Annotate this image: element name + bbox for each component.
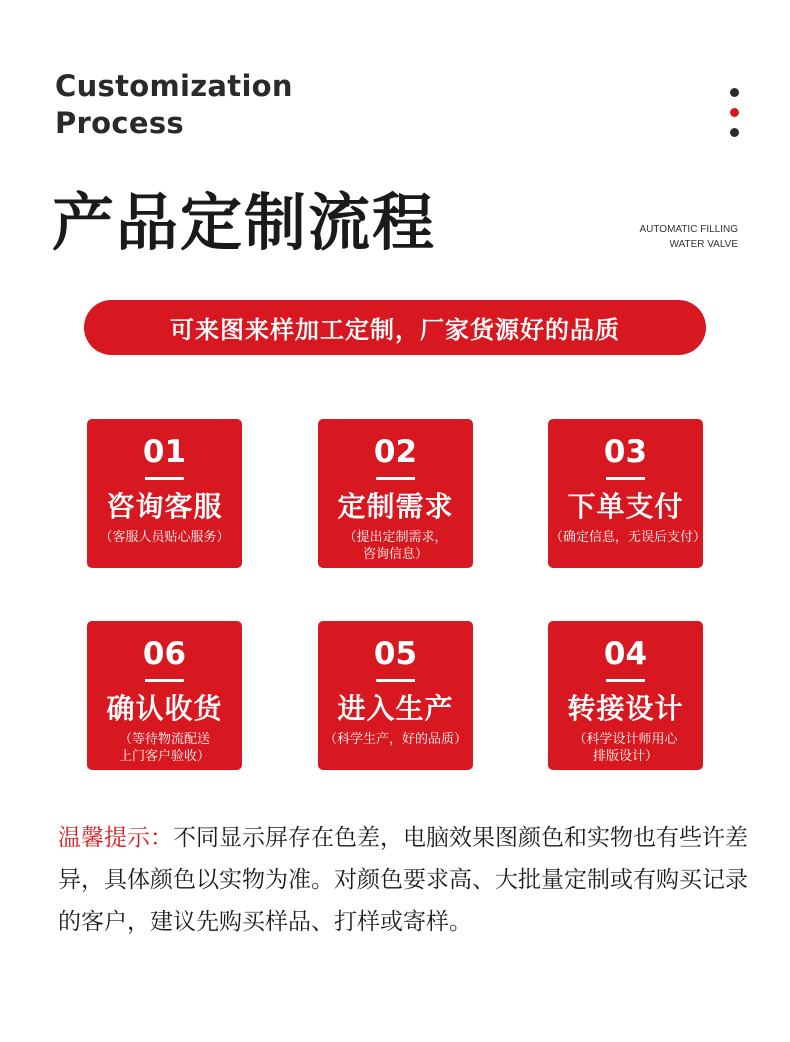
decorative-dots (730, 88, 740, 148)
english-title-line1: Customization (55, 69, 293, 103)
step-divider (145, 477, 184, 480)
step-description: （确定信息，无误后支付） (550, 530, 707, 545)
step-description: （客服人员贴心服务） (99, 530, 230, 545)
step-card-04 (548, 621, 703, 770)
step-description: （提出定制需求， 咨询信息） (343, 530, 448, 562)
step-name: 进入生产 (337, 692, 454, 725)
dot-icon (730, 108, 739, 117)
step-number: 02 (373, 434, 418, 470)
step-divider (376, 477, 415, 480)
step-divider (606, 477, 645, 480)
dot-icon (730, 88, 739, 97)
step-number: 06 (142, 636, 187, 672)
step-number: 03 (603, 434, 648, 470)
step-divider (606, 679, 645, 682)
step-card-03 (548, 419, 707, 568)
step-name: 转接设计 (567, 692, 684, 725)
side-caption (639, 222, 738, 252)
banner: 可来图来样加工定制，厂家货源好的品质 (84, 300, 706, 355)
step-card-06 (87, 621, 242, 770)
step-name: 定制需求 (337, 490, 454, 523)
step-divider (145, 679, 184, 682)
dot-icon (730, 128, 739, 137)
english-title (55, 68, 293, 142)
warm-tip (58, 817, 748, 943)
warm-tip-text: 不同显示屏存在色差，电脑效果图颜色和实物也有些许差异，具体颜色以实物为准。对颜色要求高、大批量定制或有购买记录的客户，建议先购买样品、打样或寄样。 (58, 825, 748, 935)
step-card-01 (87, 419, 242, 568)
side-caption-line1: AUTOMATIC FILLING (639, 224, 738, 235)
warm-tip-label: 温馨提示： (58, 825, 173, 851)
step-card-05 (318, 621, 473, 770)
step-description: （等待物流配送 上门客户验收） (118, 732, 210, 764)
step-card-02 (318, 419, 473, 568)
english-title-line2: Process (55, 106, 184, 140)
step-name: 确认收货 (106, 692, 223, 725)
page-title: 产品定制流程 (52, 186, 437, 259)
side-caption-line2: WATER VALVE (669, 239, 738, 250)
step-description: （科学生产，好的品质） (323, 732, 467, 747)
step-name: 咨询客服 (106, 490, 223, 523)
step-name: 下单支付 (567, 490, 684, 523)
step-description: （科学设计师用心 排版设计） (573, 732, 678, 764)
step-number: 01 (142, 434, 187, 470)
step-divider (376, 679, 415, 682)
step-number: 04 (603, 636, 648, 672)
step-number: 05 (373, 636, 418, 672)
